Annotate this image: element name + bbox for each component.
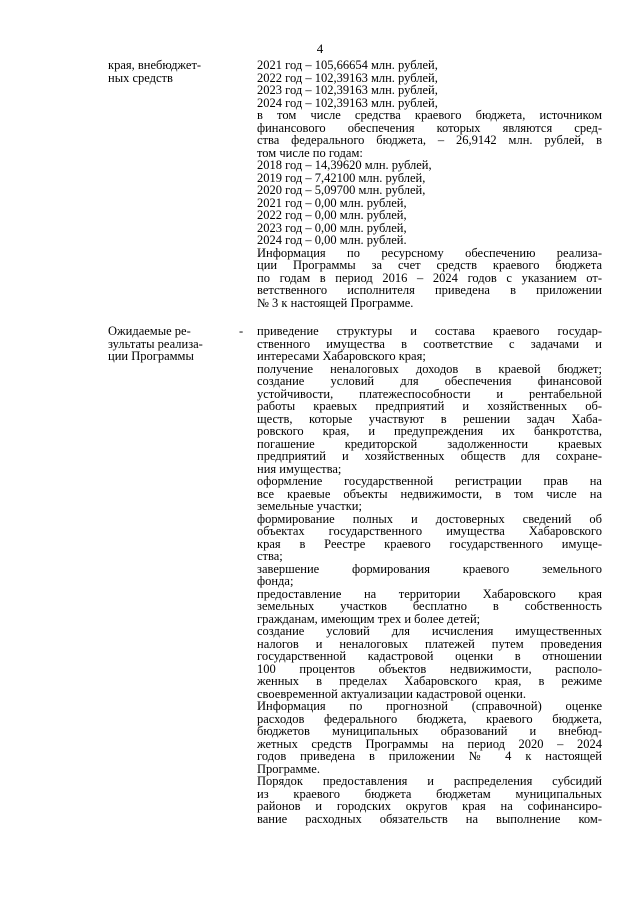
value-line: формирование полных и достоверных сведений об <box>257 511 602 526</box>
value-line: том числе по годам: <box>257 145 363 160</box>
value-line: ществ, которые участвуют в решении задач Хаба- <box>257 411 602 426</box>
value-line: объектах государственного имущества Хабаровского <box>257 524 602 538</box>
value-line: 2019 год – 7,42100 млн. рублей, <box>257 170 426 185</box>
value-line: 2023 год – 0,00 млн. рублей, <box>257 220 407 235</box>
value-line: годов приведена в приложении № 4 к настоящей <box>257 749 602 763</box>
value-line: вание расходных обязательств на выполнение ком- <box>257 811 602 826</box>
value-line: создание условий для обеспечения финансовой <box>257 374 602 388</box>
value-line: гражданам, имеющим трех и более детей; <box>257 611 481 626</box>
value-line: 2024 год – 102,39163 млн. рублей, <box>257 95 438 110</box>
value-line: интересами Хабаровского края; <box>257 349 426 363</box>
value-line: 2021 год – 0,00 млн. рублей, <box>257 195 407 210</box>
value-line: расходов федерального бюджета, краевого бюджета, <box>257 711 602 726</box>
value-line: ции Программы за счет средств краевого бюджета <box>257 258 602 272</box>
value-line: 2023 год – 102,39163 млн. рублей, <box>257 83 438 97</box>
value-line: государственной кадастровой оценки в отношении <box>257 649 602 663</box>
value-line: все краевые объекты недвижимости, в том числе на <box>257 486 602 501</box>
value-line: приведение структуры и состава краевого государ- <box>257 324 602 338</box>
value-line: края в Реестре краевого государственного имуще- <box>257 536 602 551</box>
value-line: бюджетов муниципальных образований и внебюд- <box>257 724 602 738</box>
value-line: предприятий и хозяйственных обществ для сохране- <box>257 449 602 463</box>
value-line: № 3 к настоящей Программе. <box>257 295 414 310</box>
value-line: в том числе средства краевого бюджета, источником <box>257 108 602 122</box>
value-line: получение неналоговых доходов в краевой бюджет; <box>257 361 602 376</box>
value-line: погашение кредиторской задолженности краевых <box>257 436 602 451</box>
value-line: налогов и неналоговых платежей путем проведения <box>257 636 602 651</box>
value-line: районов и городских округов края на софинансиро- <box>257 799 602 813</box>
page-number: 4 <box>316 41 324 56</box>
value-line: завершение формирования краевого земельного <box>257 561 602 576</box>
value-line: 2021 год – 105,66654 млн. рублей, <box>257 58 438 72</box>
value-line: ственного имущества в соответствие с задачами и <box>257 336 602 351</box>
value-line: ния имущества; <box>257 461 342 476</box>
value-line: ства федерального бюджета, – 26,9142 млн. рублей, в <box>257 133 602 147</box>
label-line: ции Программы <box>108 349 194 363</box>
label-line: зультаты реализа- <box>108 336 203 351</box>
value-line: своевременной актуализации кадастровой оценки. <box>257 686 526 701</box>
value-line: жетных средств Программы на период 2020 – 2024 <box>257 736 602 751</box>
section1-values <box>257 59 602 309</box>
label-line: Ожидаемые ре- <box>108 324 191 338</box>
section1-label <box>108 59 236 84</box>
value-line: земельные участки; <box>257 499 362 513</box>
value-line: по годам в период 2016 – 2024 годов с указанием от- <box>257 270 602 285</box>
value-line: 2022 год – 0,00 млн. рублей, <box>257 208 407 222</box>
value-line: создание условий для исчисления имущественных <box>257 624 602 638</box>
value-line: фонда; <box>257 574 294 588</box>
section2-label <box>108 325 236 363</box>
section-dash: - <box>239 324 244 338</box>
value-line: Порядок предоставления и распределения субсидий <box>257 774 602 788</box>
value-line: ства; <box>257 549 283 563</box>
value-line: 2018 год – 14,39620 млн. рублей, <box>257 158 432 172</box>
value-line: ровского края, и предупреждения их банкротства, <box>257 424 602 438</box>
value-line: 2020 год – 5,09700 млн. рублей, <box>257 183 426 197</box>
value-line: работы краевых предприятий и хозяйственных об- <box>257 399 602 413</box>
value-line: из краевого бюджета бюджетам муниципальных <box>257 786 602 801</box>
value-line: устойчивости, платежеспособности и рентабельной <box>257 386 602 401</box>
value-line: Программе. <box>257 761 320 776</box>
value-line: 100 процентов объектов недвижимости, располо- <box>257 661 602 676</box>
value-line: женных в пределах Хабаровского края, в режиме <box>257 674 602 688</box>
label-line: ных средств <box>108 70 173 85</box>
value-line: Информация по прогнозной (справочной) оценке <box>257 699 602 713</box>
value-line: 2022 год – 102,39163 млн. рублей, <box>257 70 438 85</box>
value-line: финансового обеспечения которых являются сред- <box>257 120 602 135</box>
value-line: оформление государственной регистрации прав на <box>257 474 602 488</box>
value-line: Информация по ресурсному обеспечению реализа- <box>257 245 602 260</box>
label-line: края, внебюджет- <box>108 58 202 72</box>
value-line: предоставление на территории Хабаровского края <box>257 586 602 601</box>
section2-values <box>257 325 602 825</box>
value-line: земельных участков бесплатно в собственность <box>257 599 602 613</box>
value-line: 2024 год – 0,00 млн. рублей. <box>257 233 407 247</box>
value-line: ветственного исполнителя приведена в приложении <box>257 283 602 297</box>
